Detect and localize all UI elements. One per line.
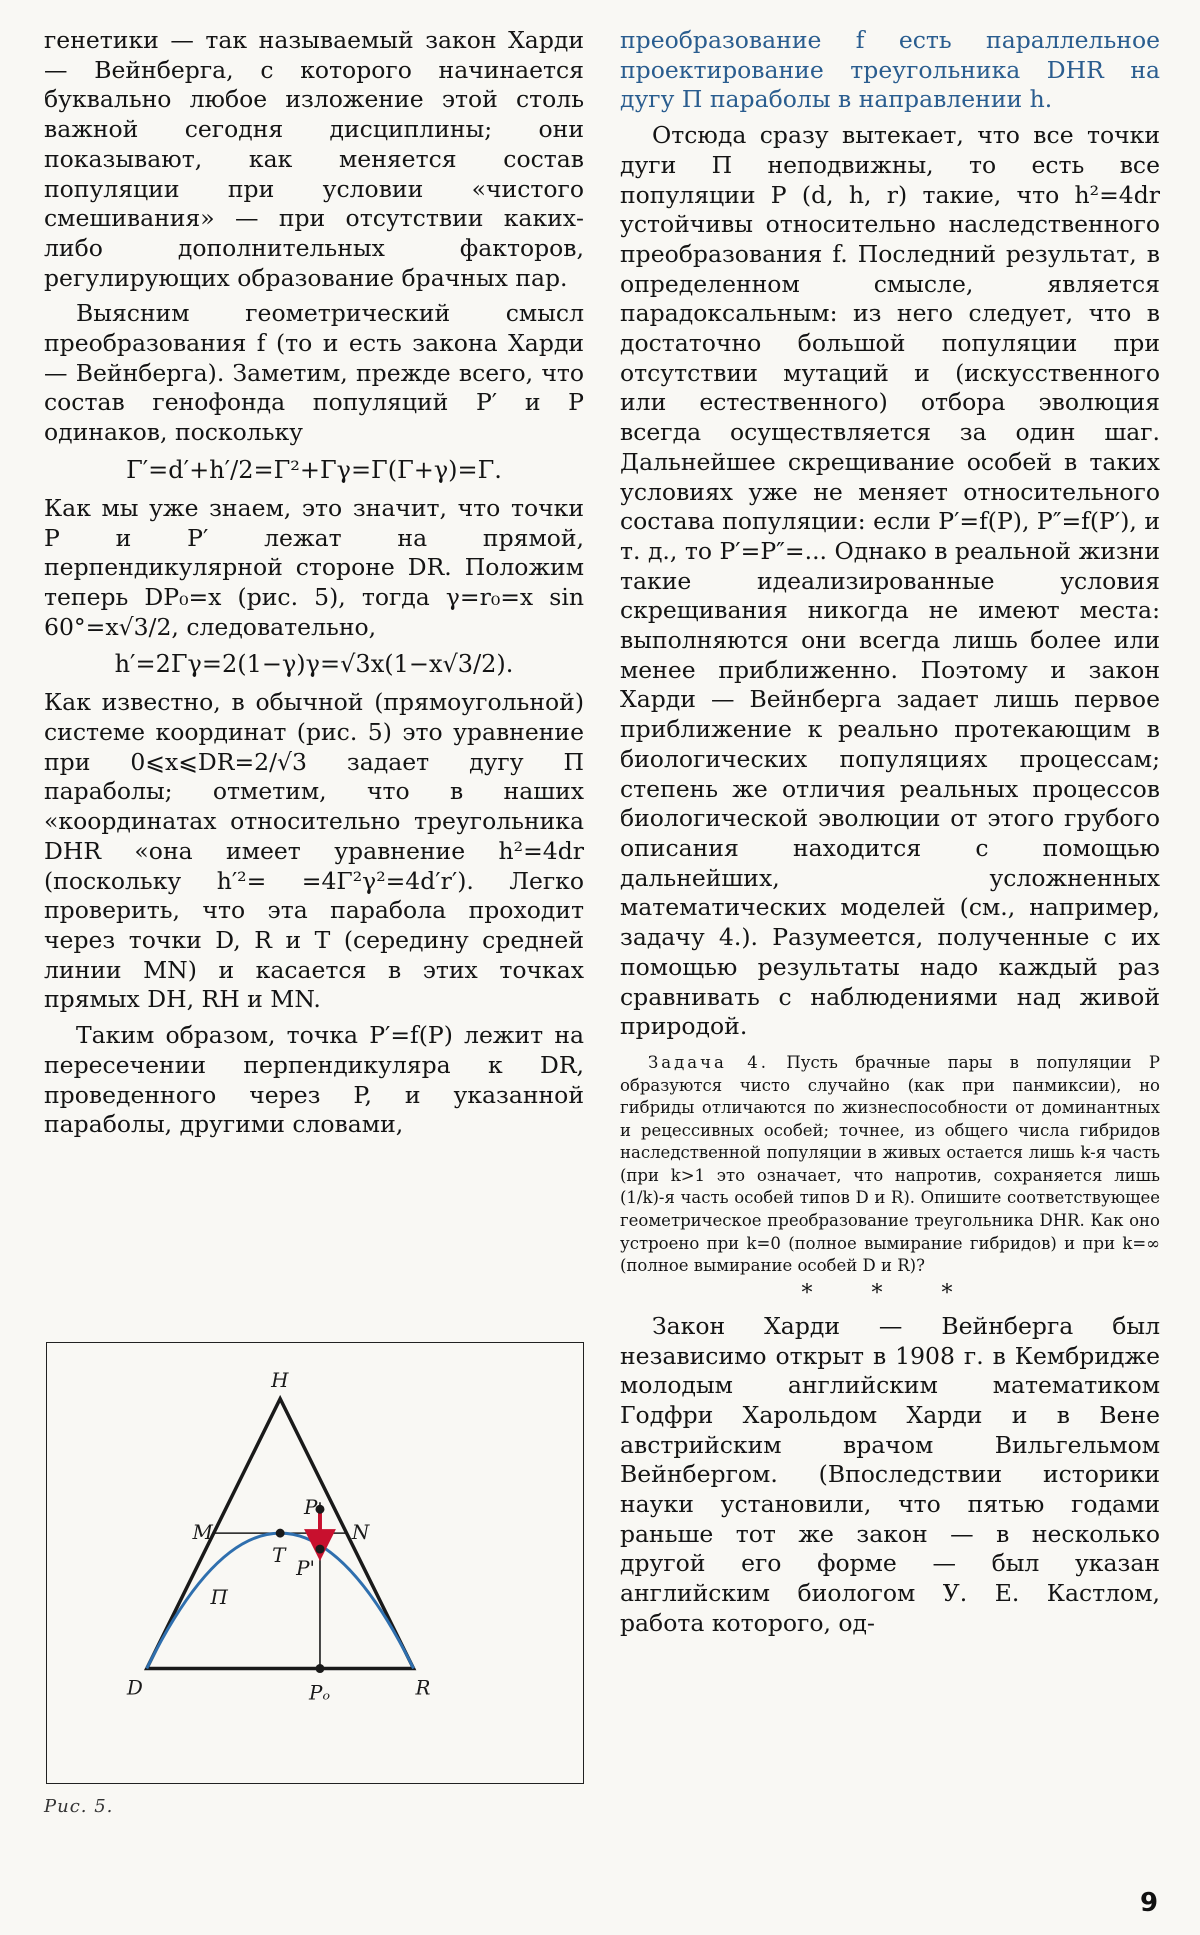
label-h: H bbox=[271, 1368, 289, 1392]
triangle-diagram bbox=[47, 1343, 583, 1783]
point-p0 bbox=[315, 1664, 324, 1673]
task-label: Задача 4. bbox=[648, 1052, 769, 1072]
paragraph: Закон Харди — Вейнберга был независимо открыт в 1908 г. в Кембридже молодым английским математиком Годфри Харольдом Харди и в Вене австрийским врачом Вильгельмом Вейнбергом. (Впоследствии историки науки установили, что пятью годами раньше тот же закон — в несколько другой его форме — был указан английским биологом У. Е. Кастлом, работа которого, од- bbox=[620, 1311, 1160, 1637]
right-column bbox=[620, 26, 1160, 1639]
highlighted-paragraph: преобразование f есть параллельное проектирование треугольника DHR на дугу П параболы в направлении h. bbox=[620, 26, 1160, 114]
label-p-prime: P' bbox=[296, 1556, 315, 1580]
label-arc: П bbox=[210, 1585, 228, 1609]
label-r: R bbox=[415, 1676, 431, 1700]
figure-triangle-diagram bbox=[46, 1342, 584, 1784]
section-separator: * * * bbox=[801, 1280, 979, 1306]
task-text: Пусть брачные пары в популяции P образуются чисто случайно (как при панмиксии), но гибриды отличаются по жизнеспособности от доминантных и рецессивных особей; точнее, из общего числа гибридов наследственной популяции в живых остается лишь k-я часть (при k>1 это означает, что напротив, сохраняется лишь (1/k)-я часть особей типов D и R). Опишите соответствующее геометрическое преобразование треугольника DHR. Как оно устроено при k=0 (полное вымирание гибридов) и при k=∞ (полное вымирание особей D и R)? bbox=[620, 1052, 1160, 1276]
paragraph: генетики — так называемый закон Харди — Вейнберга, с которого начинается буквально любое изложение этой столь важной сегодня дисциплины; они показывают, как меняется состав популяции при условии «чистого смешивания» — при отсутствии каких-либо дополнительных факторов, регулирующих образование брачных пар. bbox=[44, 26, 584, 292]
paragraph: Как мы уже знаем, это значит, что точки P и P′ лежат на прямой, перпендикулярной стороне DR. Положим теперь DP₀=x (рис. 5), тогда γ=r₀=x sin 60°=x√3/2, следовательно, bbox=[44, 493, 584, 641]
label-t: T bbox=[272, 1544, 286, 1568]
label-p0: Pₒ bbox=[309, 1681, 331, 1705]
task-4 bbox=[620, 1052, 1160, 1278]
paragraph: Выясним геометрический смысл преобразования f (то и есть закона Харди — Вейнберга). Заметим, прежде всего, что состав генофонда популяций P′ и P одинаков, поскольку bbox=[44, 299, 584, 447]
label-p: P bbox=[304, 1496, 318, 1520]
point-t bbox=[276, 1529, 285, 1538]
label-n: N bbox=[351, 1521, 370, 1545]
figure-caption: Рис. 5. bbox=[44, 1796, 114, 1817]
page-number: 9 bbox=[1140, 1888, 1159, 1918]
paragraph: Таким образом, точка P′=f(P) лежит на пересечении перпендикуляра к DR, проведенного через P, и указанной параболы, другими словами, bbox=[44, 1021, 584, 1139]
left-column bbox=[44, 26, 584, 1140]
label-m: M bbox=[192, 1521, 213, 1545]
equation: Γ′=d′+h′/2=Γ²+Γγ=Γ(Γ+γ)=Γ. bbox=[126, 455, 502, 484]
point-p-prime bbox=[315, 1545, 324, 1554]
paragraph: Отсюда сразу вытекает, что все точки дуги П неподвижны, то есть все популяции P (d, h, r) такие, что h²=4dr устойчивы относительно наследственного преобразования f. Последний результат, в определенном смысле, является парадоксальным: из него следует, что в достаточно большой популяции при отсутствии мутаций и (искусственного или естественного) отбора эволюция всегда осуществляется за один шаг. Дальнейшее скрещивание особей в таких условиях уже не меняет относительного состава популяции: если P′=f(P), P″=f(P′), и т. д., то P′=P″=... Однако в реальной жизни такие идеализированные условия скрещивания никогда не имеют места: выполняются они всегда лишь более или менее приближенно. Поэтому и закон Харди — Вейнберга задает лишь первое приближение к реально протекающим в биологических популяциях процессам; степень же отличия реальных процессов биологической эволюции от этого грубого описания находится с помощью дальнейших, усложненных математических моделей (см., например, задачу 4.). Разумеется, полученные с их помощью результаты надо каждый раз сравнивать с наблюдениями над живой природой. bbox=[620, 121, 1160, 1041]
paragraph: Как известно, в обычной (прямоугольной) системе координат (рис. 5) это уравнение при 0⩽x⩽DR=2/√3 задает дугу П параболы; отметим, что в наших «координатах относительно треугольника DHR «она имеет уравнение h²=4dr (поскольку h′²= =4Γ²γ²=4d′r′). Легко проверить, что эта парабола проходит через точки D, R и T (середину средней линии MN) и касается в этих точках прямых DH, RH и MN. bbox=[44, 688, 584, 1014]
label-d: D bbox=[126, 1676, 143, 1700]
equation: h′=2Γγ=2(1−γ)γ=√3x(1−x√3/2). bbox=[114, 650, 514, 679]
